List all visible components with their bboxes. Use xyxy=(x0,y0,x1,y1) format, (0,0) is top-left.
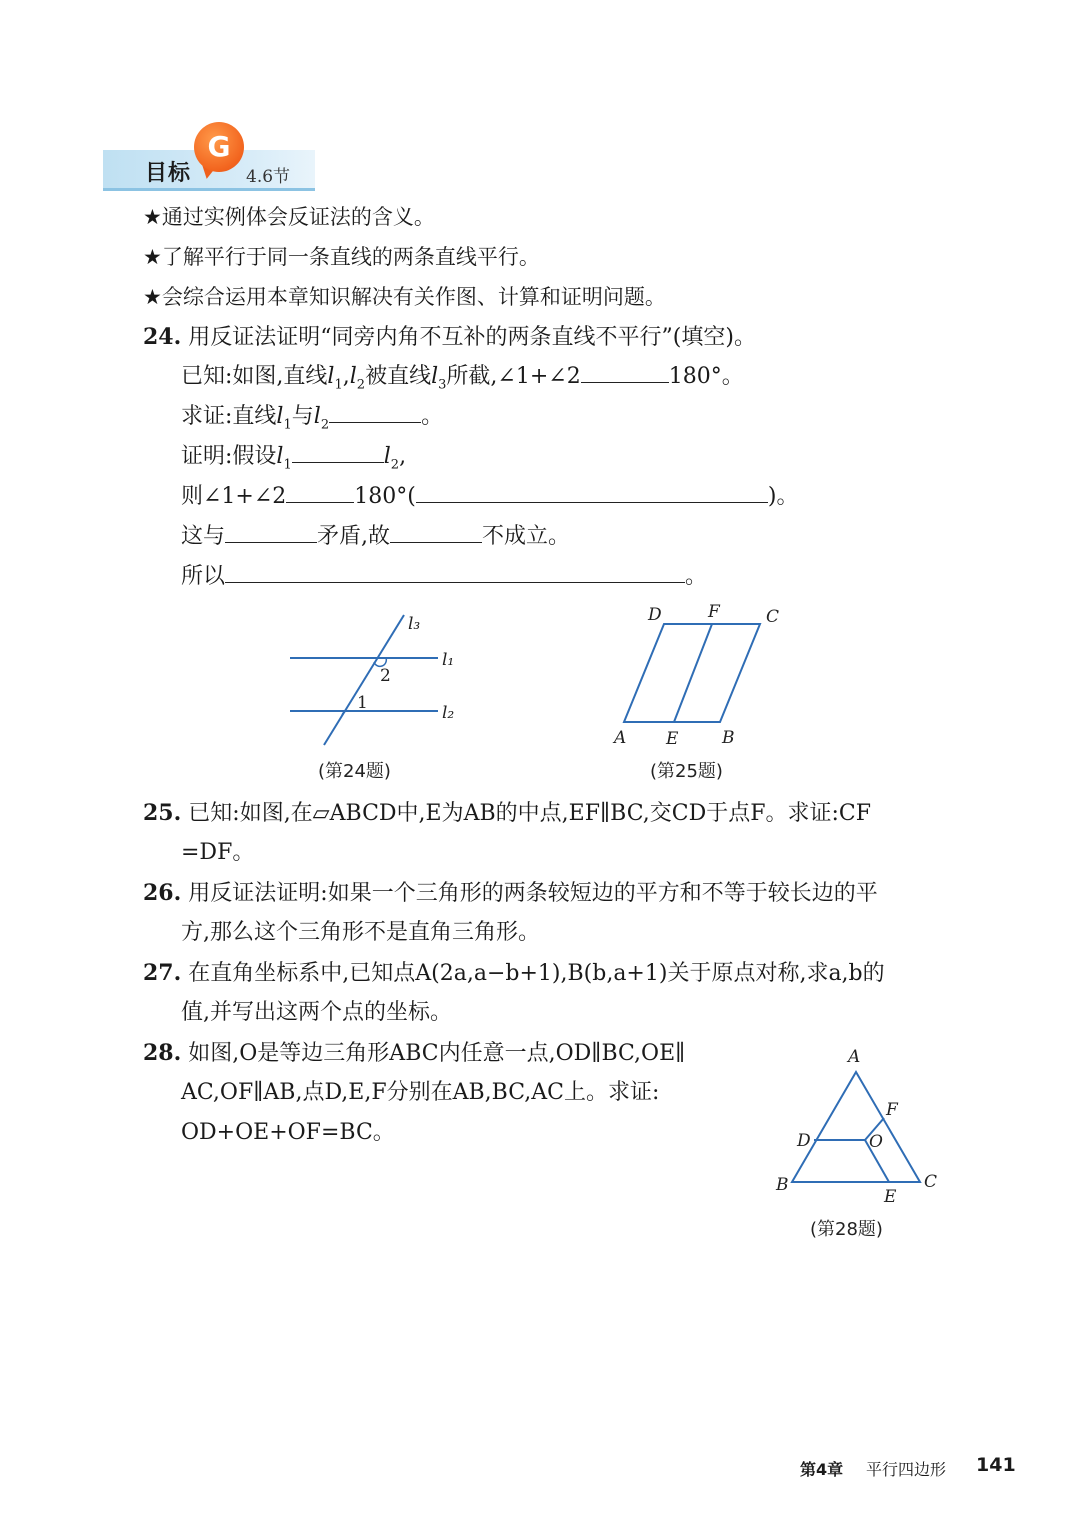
label-F: F xyxy=(708,602,720,622)
q24-text: 矛盾,故 xyxy=(317,524,391,549)
answer-blank[interactable] xyxy=(292,442,384,463)
label-O: O xyxy=(869,1132,883,1152)
q28-line-1 xyxy=(143,1038,685,1069)
caption-24: (第24题) xyxy=(318,761,391,782)
deg-180: 180° xyxy=(668,364,722,389)
subscript: 3 xyxy=(438,377,447,393)
label-A: A xyxy=(848,1047,861,1067)
var-l: l xyxy=(431,364,439,389)
figure-25 xyxy=(600,598,800,753)
subscript: 2 xyxy=(320,417,330,433)
paren: ( xyxy=(407,484,416,509)
answer-blank[interactable] xyxy=(225,522,317,543)
q26-text-2: 方,那么这个三角形不是直角三角形。 xyxy=(181,920,540,945)
q24-conclusion xyxy=(181,562,707,592)
label-F: F xyxy=(886,1100,898,1120)
line-l3 xyxy=(324,615,404,745)
triangle-ABC xyxy=(792,1072,920,1182)
comma: , xyxy=(342,364,350,389)
q24-text: 被直线 xyxy=(365,364,432,389)
objective-2: ★了解平行于同一条直线的两条直线平行。 xyxy=(143,245,540,269)
paren: )。 xyxy=(767,484,799,509)
var-l: l xyxy=(276,444,284,469)
q27-text-1: 在直角坐标系中,已知点A(2a,a−b+1),B(b,a+1)关于原点对称,求a,b的 xyxy=(188,961,885,986)
q24-prove xyxy=(181,402,443,440)
answer-blank[interactable] xyxy=(416,482,768,503)
subscript: 1 xyxy=(334,377,343,393)
label-B: B xyxy=(722,728,735,748)
objective-1: ★通过实例体会反证法的含义。 xyxy=(143,205,435,229)
period: 。 xyxy=(685,564,708,589)
label-D: D xyxy=(797,1131,811,1151)
q25-line-1 xyxy=(143,798,871,829)
q27-number: 27. xyxy=(143,960,182,986)
q24-then xyxy=(181,482,798,512)
q25-text-1: 已知:如图,在▱ABCD中,E为AB的中点,EF∥BC,交CD于点F。求证:CF xyxy=(188,801,871,826)
q25-number: 25. xyxy=(143,800,182,826)
answer-blank[interactable] xyxy=(390,522,482,543)
comma: , xyxy=(399,444,407,469)
label-l1: l₁ xyxy=(442,650,455,670)
figure-24 xyxy=(280,605,480,755)
goal-section: 4.6节 xyxy=(246,167,291,187)
q28-text-1: 如图,O是等边三角形ABC内任意一点,OD∥BC,OE∥ xyxy=(188,1041,686,1066)
label-A: A xyxy=(614,728,627,748)
deg-180: 180° xyxy=(354,484,408,509)
answer-blank[interactable] xyxy=(581,362,669,383)
label-l3: l₃ xyxy=(408,614,421,634)
q24-assume xyxy=(181,442,406,480)
answer-blank[interactable] xyxy=(286,482,354,503)
q27-text-2: 值,并写出这两个点的坐标。 xyxy=(181,1000,452,1025)
q27-line-1 xyxy=(143,958,885,989)
goal-label: 目标 xyxy=(145,161,192,186)
label-l2: l₂ xyxy=(442,703,455,723)
label-B: B xyxy=(776,1175,789,1195)
var-l: l xyxy=(349,364,357,389)
q24-text: 证明:假设 xyxy=(181,444,277,469)
footer-title: 平行四边形 xyxy=(866,1460,947,1479)
subscript: 1 xyxy=(283,457,292,473)
q24-contradiction xyxy=(181,522,570,552)
q24-text: 所截, xyxy=(446,364,498,389)
q24-text: 这与 xyxy=(181,524,226,549)
q24-title-line xyxy=(143,322,756,353)
figure-28 xyxy=(770,1040,950,1210)
subscript: 2 xyxy=(356,377,366,393)
q26-text-1: 用反证法证明:如果一个三角形的两条较短边的平方和不等于较长边的平 xyxy=(188,881,878,906)
caption-25: (第25题) xyxy=(650,761,723,782)
q24-text: 则∠1+∠2 xyxy=(181,484,287,509)
goal-badge-letter: G xyxy=(194,122,244,172)
q24-title: 用反证法证明“同旁内角不互补的两条直线不平行”(填空)。 xyxy=(188,325,756,350)
label-E: E xyxy=(666,729,679,749)
label-angle-2: 2 xyxy=(380,666,391,686)
segment-EF xyxy=(674,624,712,722)
subscript: 2 xyxy=(390,457,400,473)
label-C: C xyxy=(924,1172,938,1192)
q24-text: 与 xyxy=(291,404,314,429)
q24-given xyxy=(181,362,744,400)
q28-text-2: AC,OF∥AB,点D,E,F分别在AB,BC,AC上。求证: xyxy=(181,1080,660,1105)
objective-3: ★会综合运用本章知识解决有关作图、计算和证明问题。 xyxy=(143,285,666,309)
q24-text: 不成立。 xyxy=(482,524,571,549)
q25-text-2: =DF。 xyxy=(181,840,255,865)
label-angle-1: 1 xyxy=(357,693,368,713)
var-l: l xyxy=(383,444,391,469)
label-E: E xyxy=(884,1187,897,1207)
answer-blank[interactable] xyxy=(225,562,685,583)
label-D: D xyxy=(648,605,662,625)
answer-blank[interactable] xyxy=(329,402,421,423)
angle-sum: ∠1+∠2 xyxy=(497,364,581,389)
q24-given-text: 已知:如图,直线 xyxy=(181,364,328,389)
q28-text-3: OD+OE+OF=BC。 xyxy=(181,1120,395,1145)
period: 。 xyxy=(721,364,744,389)
q24-number: 24. xyxy=(143,324,182,350)
q26-number: 26. xyxy=(143,880,182,906)
q24-text: 求证:直线 xyxy=(181,404,277,429)
var-l: l xyxy=(327,364,335,389)
period: 。 xyxy=(421,404,444,429)
q24-text: 所以 xyxy=(181,564,226,589)
label-C: C xyxy=(766,607,780,627)
var-l: l xyxy=(276,404,284,429)
subscript: 1 xyxy=(283,417,292,433)
caption-28: (第28题) xyxy=(810,1219,883,1240)
q26-line-1 xyxy=(143,878,878,909)
page-number: 141 xyxy=(976,1454,1016,1476)
footer-chapter: 第4章 xyxy=(800,1460,844,1479)
q28-number: 28. xyxy=(143,1040,182,1066)
var-l: l xyxy=(313,404,321,429)
